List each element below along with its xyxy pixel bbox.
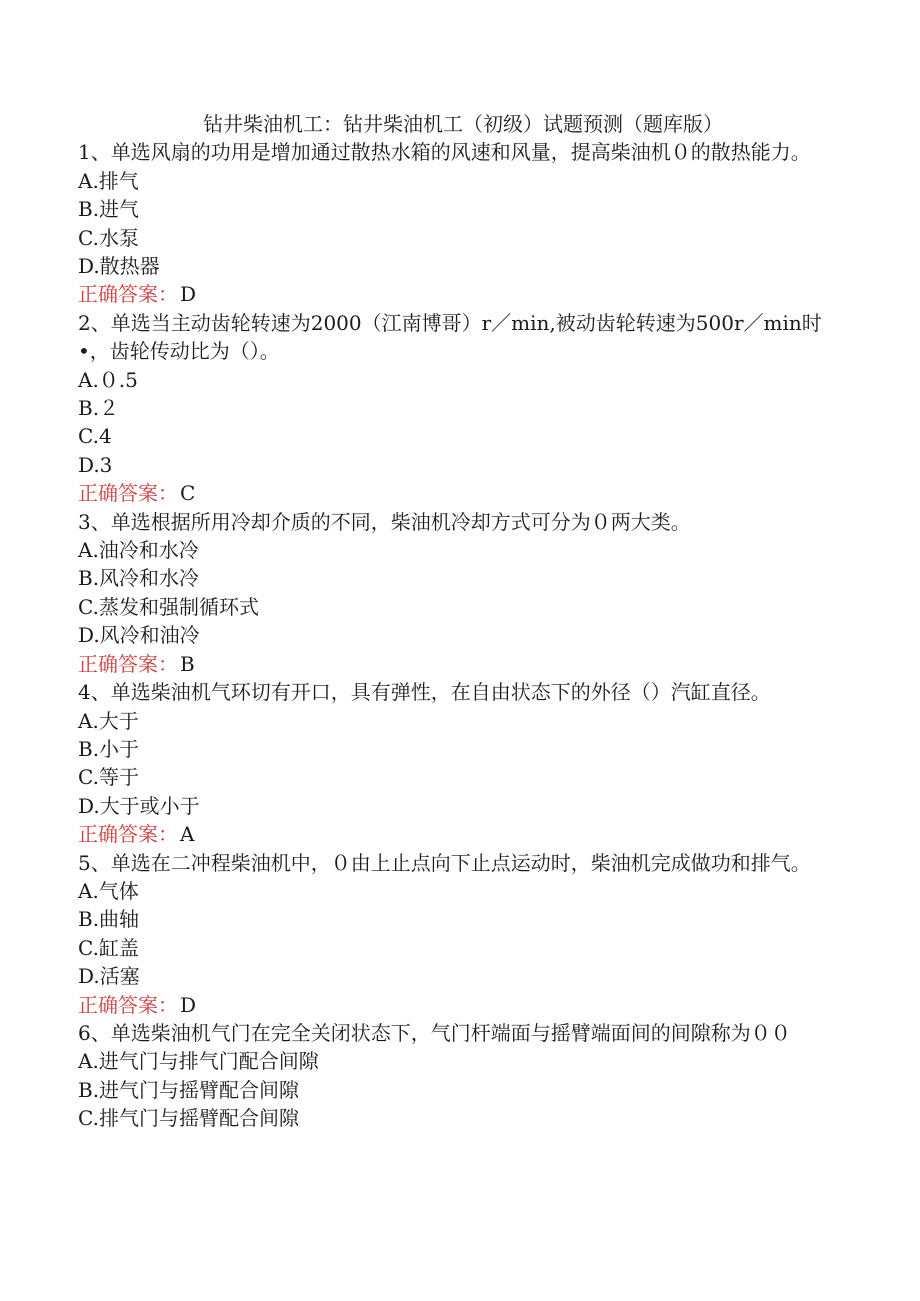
option-c: C.4 [78,424,112,449]
question-1 [78,138,838,308]
question-2 [78,309,838,508]
option-c: C.排气门与摇臂配合间隙 [78,1106,299,1131]
answer-label: 正确答案： [78,651,178,676]
answer-value: D [180,992,197,1017]
option-a: A.油冷和水冷 [78,538,199,563]
correct-answer [78,650,838,678]
answer-label: 正确答案： [78,282,178,307]
answer-label: 正确答案： [78,992,178,1017]
answer-label: 正确答案： [78,481,178,506]
option-a: A.进气门与排气门配合间隙 [78,1049,319,1074]
option-b: B.风冷和水冷 [78,566,200,591]
question-stem: 2、单选当主动齿轮转速为2000（江南博哥）r／min,被动齿轮转速为500r／min时•，齿轮传动比为（）。 [78,310,822,364]
answer-value: D [180,282,197,307]
option-c: C.蒸发和强制循环式 [78,594,259,619]
option-b: B.２ [78,396,120,421]
question-stem: 1、单选风扇的功用是增加通过散热水箱的风速和风量，提高柴油机０的散热能力。 [78,140,811,165]
option-d: D.活塞 [78,964,140,989]
question-4 [78,678,838,848]
correct-answer [78,479,838,507]
answer-value: A [180,822,195,847]
question-6 [78,1019,838,1133]
option-d: D.散热器 [78,254,160,279]
option-d: D.风冷和油冷 [78,623,200,648]
correct-answer [78,820,838,848]
option-b: B.进气门与摇臂配合间隙 [78,1077,300,1102]
answer-label: 正确答案： [78,822,178,847]
option-c: C.等于 [78,765,139,790]
option-a: A.０.5 [78,367,138,392]
correct-answer [78,280,838,308]
option-b: B.进气 [78,197,140,222]
option-a: A.气体 [78,878,139,903]
option-c: C.水泵 [78,225,139,250]
option-d: D.大于或小于 [78,793,200,818]
question-stem: 6、单选柴油机气门在完全关闭状态下，气门杆端面与摇臂端面间的间隙称为００ [78,1020,791,1045]
answer-value: B [180,651,195,676]
option-b: B.小于 [78,736,140,761]
question-5 [78,849,838,1019]
document-title: 钻井柴油机工：钻井柴油机工（初级）试题预测（题库版） [203,112,723,136]
option-a: A.排气 [78,168,139,193]
correct-answer [78,991,838,1019]
document-page [78,110,838,1133]
answer-value: C [180,481,196,506]
question-stem: 4、单选柴油机气环切有开口，具有弹性，在自由状态下的外径（）汽缸直径。 [78,680,771,705]
option-b: B.曲轴 [78,907,140,932]
option-d: D.3 [78,452,113,477]
question-stem: 5、单选在二冲程柴油机中，０由上止点向下止点运动时，柴油机完成做功和排气。 [78,850,811,875]
option-a: A.大于 [78,708,139,733]
option-c: C.缸盖 [78,935,139,960]
question-stem: 3、单选根据所用冷却介质的不同，柴油机冷却方式可分为０两大类。 [78,509,691,534]
question-3 [78,508,838,678]
